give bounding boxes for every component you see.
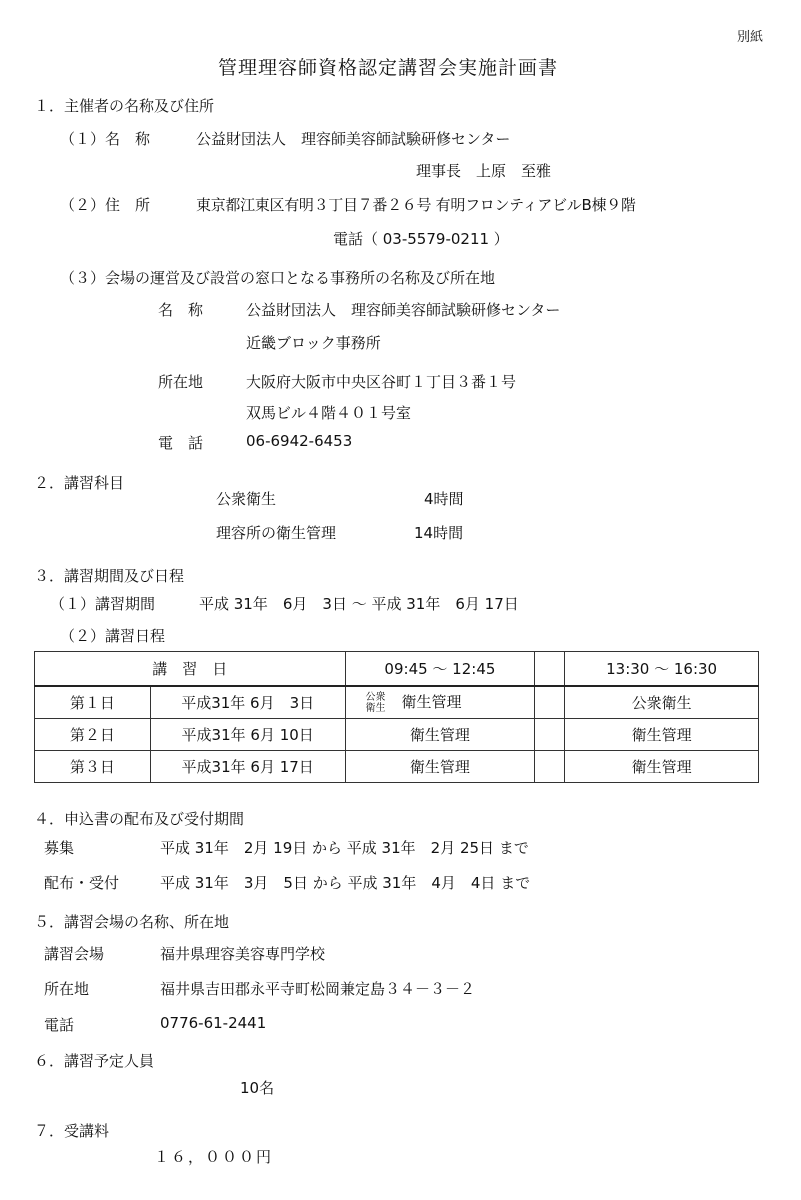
spacer-cell — [535, 719, 565, 751]
period-value: 平成 31年 6月 3日 ～ 平成 31年 6月 17日 — [199, 595, 519, 613]
venue-address-label: 所在地 — [44, 980, 90, 998]
corner-label: 別紙 — [737, 30, 764, 45]
venue-telephone-label: 電話 — [44, 1016, 75, 1034]
office-address-line-1: 大阪府大阪市中央区谷町１丁目３番１号 — [246, 373, 517, 391]
office-telephone-label: 電 話 — [158, 434, 204, 452]
office-address-label: 所在地 — [158, 373, 204, 391]
date-cell: 平成31年 6月 17日 — [150, 751, 345, 783]
subject-hours: 14時間 — [414, 524, 464, 542]
afternoon-cell: 衛生管理 — [565, 751, 759, 783]
table-row — [35, 719, 759, 751]
office-heading: （３）会場の運営及び設営の窓口となる事務所の名称及び所在地 — [60, 269, 496, 287]
organizer-name-label: （１）名 称 — [60, 130, 151, 148]
subject-name: 理容所の衛生管理 — [216, 524, 337, 542]
header-spacer — [535, 652, 565, 687]
office-telephone-value: 06-6942-6453 — [246, 432, 353, 450]
recruit-label: 募集 — [44, 839, 75, 857]
period-label: （１）講習期間 — [50, 595, 156, 613]
morning-sub-subject — [366, 692, 386, 714]
sub-subject-line-2: 衛生 — [365, 702, 386, 714]
distribution-value: 平成 31年 3月 5日 から 平成 31年 4月 4日 まで — [160, 874, 531, 892]
afternoon-cell: 公衆衛生 — [565, 686, 759, 719]
subject-name: 公衆衛生 — [216, 490, 277, 508]
date-cell: 平成31年 6月 3日 — [150, 686, 345, 719]
organizer-telephone: 電話（ 03-5579-0211 ） — [333, 230, 509, 248]
section-2-heading: ２．講習科目 — [34, 474, 125, 492]
venue-value: 福井県理容美容専門学校 — [160, 945, 326, 963]
planned-attendees: 10名 — [240, 1079, 275, 1097]
organizer-name-value: 公益財団法人 理容師美容師試験研修センター — [196, 130, 511, 148]
recruit-value: 平成 31年 2月 19日 から 平成 31年 2月 25日 まで — [160, 839, 529, 857]
venue-label: 講習会場 — [44, 945, 105, 963]
header-morning: 09:45 ～ 12:45 — [345, 652, 535, 687]
section-7-heading: ７．受講料 — [34, 1122, 110, 1140]
schedule-header-row — [35, 652, 759, 687]
office-name-line-2: 近畿ブロック事務所 — [246, 334, 381, 352]
section-1-heading: １．主催者の名称及び住所 — [34, 97, 215, 115]
sub-subject-line-1: 公衆 — [365, 691, 386, 703]
office-name-line-1: 公益財団法人 理容師美容師試験研修センター — [246, 301, 561, 319]
organizer-representative: 理事長 上原 至雅 — [416, 162, 552, 180]
organizer-address-value: 東京都江東区有明３丁目７番２６号 有明フロンティアビルB棟９階 — [196, 196, 636, 214]
header-afternoon: 13:30 ～ 16:30 — [565, 652, 759, 687]
tuition-fee: １６，０００円 — [154, 1148, 274, 1166]
table-row — [35, 686, 759, 719]
morning-subject: 衛生管理 — [401, 693, 462, 712]
venue-address-value: 福井県吉田郡永平寺町松岡兼定島３４－３－２ — [160, 980, 476, 998]
section-6-heading: ６．講習予定人員 — [34, 1052, 155, 1070]
day-cell: 第３日 — [35, 751, 151, 783]
venue-telephone-value: 0776-61-2441 — [160, 1014, 267, 1032]
subject-hours: 4時間 — [424, 490, 464, 508]
afternoon-cell: 衛生管理 — [565, 719, 759, 751]
section-5-heading: ５．講習会場の名称、所在地 — [34, 913, 230, 931]
distribution-label: 配布・受付 — [44, 874, 120, 892]
day-cell: 第２日 — [35, 719, 151, 751]
schedule-table — [34, 651, 759, 783]
day-cell: 第１日 — [35, 686, 151, 719]
table-row — [35, 751, 759, 783]
header-day: 講 習 日 — [35, 652, 346, 687]
organizer-address-label: （２）住 所 — [60, 196, 151, 214]
section-3-heading: ３．講習期間及び日程 — [34, 567, 185, 585]
date-cell: 平成31年 6月 10日 — [150, 719, 345, 751]
spacer-cell — [535, 751, 565, 783]
spacer-cell — [535, 686, 565, 719]
morning-cell — [345, 686, 535, 719]
schedule-label: （２）講習日程 — [60, 627, 166, 645]
page-title: 管理理容師資格認定講習会実施計画書 — [218, 57, 559, 79]
office-name-label: 名 称 — [158, 301, 204, 319]
morning-cell: 衛生管理 — [345, 751, 535, 783]
section-4-heading: ４．申込書の配布及び受付期間 — [34, 810, 245, 828]
office-address-line-2: 双馬ビル４階４０１号室 — [246, 404, 412, 422]
morning-cell: 衛生管理 — [345, 719, 535, 751]
